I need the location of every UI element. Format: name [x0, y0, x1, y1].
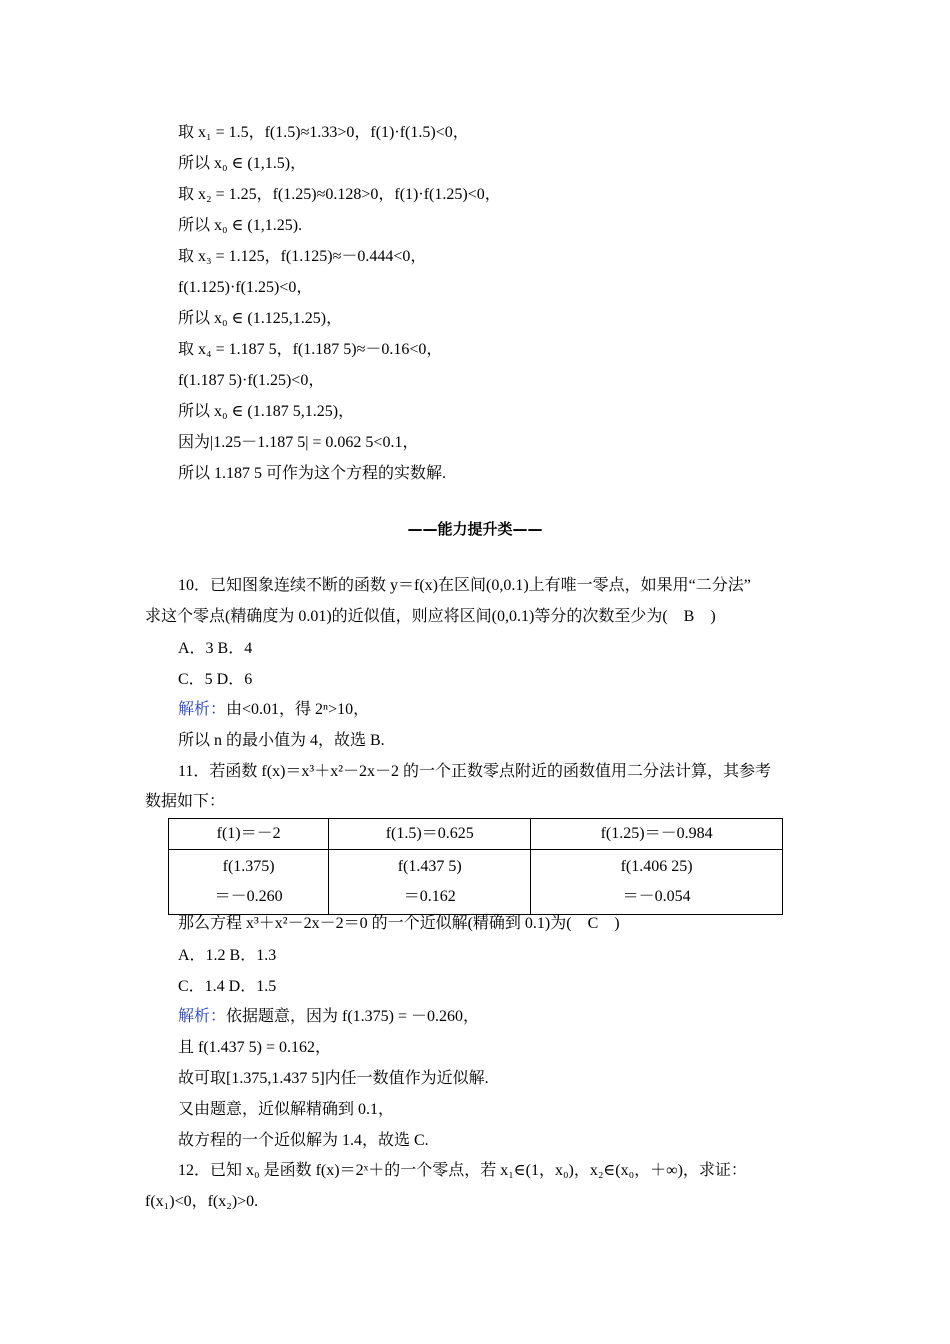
cell-text: ＝0.162 — [403, 888, 456, 905]
answer-options: A．3 B．4 — [178, 640, 253, 657]
cell-text: f(1.375) — [222, 858, 275, 875]
solution-line: 取 x₄ = 1.187 5，f(1.187 5)≈－0.16<0， — [178, 341, 443, 358]
table-cell — [169, 850, 329, 915]
cell-text: ＝－0.054 — [622, 888, 691, 905]
analysis-label: 解析： — [178, 1008, 227, 1025]
question-stem: 数据如下： — [145, 793, 226, 810]
analysis-text: 又由题意，近似解精确到 0.1， — [178, 1101, 395, 1118]
cell-text: f(1.406 25) — [620, 858, 693, 875]
solution-line: 所以 1.187 5 可作为这个方程的实数解. — [178, 465, 447, 482]
question-stem: 12．已知 x₀ 是函数 f(x)＝2ˣ＋的一个零点，若 x₁∈(1，x₀)，x₂∈(x₀，＋∞)，求证： — [178, 1162, 747, 1179]
analysis — [178, 1007, 479, 1027]
solution-line: f(1.187 5)·f(1.25)<0， — [178, 372, 325, 389]
solution-line: f(1.125)·f(1.25)<0， — [178, 279, 313, 296]
answer-options: A．1.2 B．1.3 — [178, 947, 277, 964]
table-cell — [531, 850, 783, 915]
table-cell: f(1.5)＝0.625 — [329, 819, 531, 850]
cell-text: ＝－0.260 — [214, 888, 283, 905]
analysis-label: 解析： — [178, 701, 227, 718]
question-stem: f(x₁)<0，f(x₂)>0. — [145, 1193, 259, 1210]
table-row — [169, 850, 783, 915]
analysis-text: 故可取[1.375,1.437 5]内任一数值作为近似解. — [178, 1070, 489, 1087]
question-stem: 10．已知图象连续不断的函数 y＝f(x)在区间(0,0.1)上有唯一零点，如果用“二分法” — [178, 577, 751, 594]
answer-options: C．1.4 D．1.5 — [178, 978, 277, 995]
solution-line: 所以 x₀ ∈ (1.187 5,1.25)， — [178, 403, 355, 420]
solution-line: 取 x₁ = 1.5，f(1.5)≈1.33>0，f(1)·f(1.5)<0， — [178, 124, 469, 141]
solution-line: 取 x₃ = 1.125，f(1.125)≈－0.444<0， — [178, 248, 427, 265]
question-stem: 11．若函数 f(x)＝x³＋x²－2x－2 的一个正数零点附近的函数值用二分法计算，其参考 — [178, 763, 771, 780]
analysis-text: 由<0.01，得 2ⁿ>10， — [226, 701, 370, 718]
solution-line: 因为|1.25－1.187 5| = 0.062 5<0.1， — [178, 434, 419, 451]
analysis-text: 且 f(1.437 5) = 0.162， — [178, 1039, 332, 1056]
table-cell: f(1)＝－2 — [169, 819, 329, 850]
table-row — [169, 819, 783, 850]
question-stem: 求这个零点(精确度为 0.01)的近似值，则应将区间(0,0.1)等分的次数至少为( B ) — [145, 608, 716, 625]
solution-line: 所以 x₀ ∈ (1.125,1.25)， — [178, 310, 343, 327]
solution-line: 所以 x₀ ∈ (1,1.25). — [178, 217, 303, 234]
section-title: ——能力提升类—— — [407, 520, 543, 538]
analysis-text: 依据题意，因为 f(1.375) = －0.260， — [226, 1008, 480, 1025]
question-stem: 那么方程 x³＋x²－2x－2＝0 的一个近似解(精确到 0.1)为( C ) — [178, 915, 620, 932]
analysis-text: 故方程的一个近似解为 1.4，故选 C. — [178, 1132, 429, 1149]
solution-line: 取 x₂ = 1.25，f(1.25)≈0.128>0，f(1)·f(1.25)<0， — [178, 186, 501, 203]
reference-data-table — [168, 818, 783, 915]
table-cell — [329, 850, 531, 915]
table-cell: f(1.25)＝－0.984 — [531, 819, 783, 850]
analysis-text: 所以 n 的最小值为 4，故选 B. — [178, 732, 385, 749]
analysis — [178, 700, 369, 720]
cell-text: f(1.437 5) — [397, 858, 462, 875]
solution-line: 所以 x₀ ∈ (1,1.5)， — [178, 155, 307, 172]
answer-options: C．5 D．6 — [178, 671, 253, 688]
